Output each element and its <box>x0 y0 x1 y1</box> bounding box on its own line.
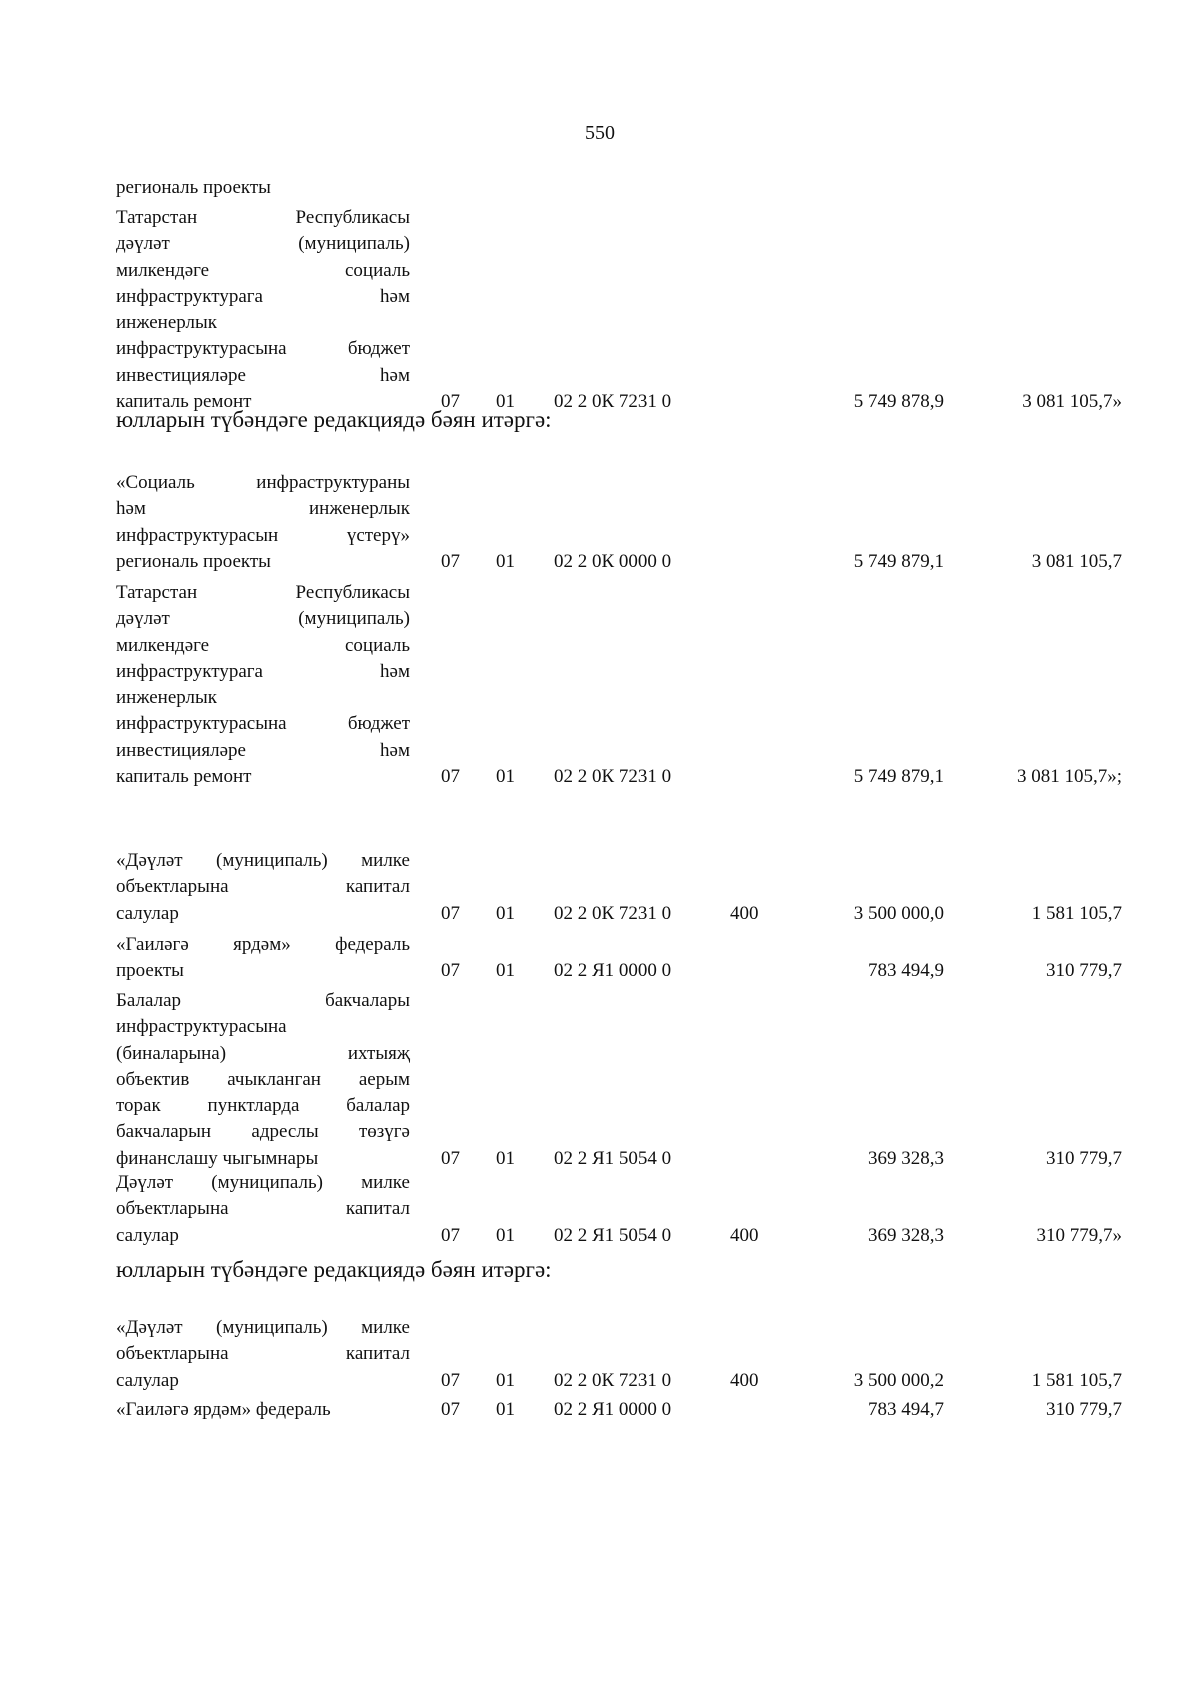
row-name-line: инфраструктурасына бюджет <box>116 338 410 360</box>
expense-type-code: 400 <box>730 1224 759 1246</box>
amount-year-2: 3 081 105,7»; <box>1016 766 1122 788</box>
row-name-line: инженерлык <box>116 687 217 709</box>
row-name-line: инфраструктурасын үстерү» <box>116 524 410 546</box>
row-name-line: Балалар бакчалары <box>116 990 410 1011</box>
page-number: 550 <box>585 122 615 144</box>
amendment-statement: юлларын түбәндәге редакциядә бәян итәргә: <box>116 407 552 432</box>
row-name <box>116 848 410 927</box>
section-code: 07 <box>441 766 460 788</box>
row-name <box>116 1397 410 1423</box>
amount-year-1: 783 494,7 <box>868 1399 944 1420</box>
amount-year-1: 5 749 878,9 <box>853 391 944 413</box>
row-name-line: проекты <box>116 960 184 982</box>
row-name-line: «Дәүләт (муниципаль) милке <box>116 850 410 871</box>
amount-year-1: 3 500 000,0 <box>853 902 944 924</box>
row-name-line: салулар <box>116 1369 179 1391</box>
amount-year-1: 5 749 879,1 <box>853 766 944 788</box>
row-name <box>116 1315 410 1394</box>
expense-type-code: 400 <box>730 902 759 924</box>
subsection-code: 01 <box>496 550 515 572</box>
row-name-line: инфраструктурасына <box>116 1016 287 1038</box>
subsection-code: 01 <box>496 902 515 924</box>
row-name-line: инфраструктурага һәм <box>116 285 410 307</box>
row-name-line: Татарстан Республикасы <box>116 582 410 603</box>
row-name-line: объектларына капитал <box>116 876 410 898</box>
row-name-line: (биналарына) ихтыяҗ <box>116 1042 410 1064</box>
amount-year-1: 3 500 000,2 <box>853 1369 944 1391</box>
row-name-line: капиталь ремонт <box>116 391 252 413</box>
row-name-line: инвестицияләре һәм <box>116 364 410 386</box>
target-item-code: 02 2 Я1 5054 0 <box>554 1147 672 1169</box>
subsection-code: 01 <box>496 391 515 413</box>
row-name-line: бакчаларын адреслы төзүгә <box>116 1121 410 1143</box>
amount-year-2: 310 779,7» <box>1036 1224 1122 1246</box>
target-item-code: 02 2 Я1 0000 0 <box>554 960 672 982</box>
target-item-code: 02 2 0К 7231 0 <box>554 902 672 924</box>
target-item-code: 02 2 0К 7231 0 <box>554 391 672 413</box>
row-name-line: дәүләт (муниципаль) <box>116 608 410 630</box>
section-code: 07 <box>441 960 460 982</box>
row-name-line: капиталь ремонт <box>116 766 252 788</box>
target-item-code: 02 2 Я1 5054 0 <box>554 1224 672 1246</box>
row-name-line: объектларына капитал <box>116 1343 410 1365</box>
section-code: 07 <box>441 1224 460 1246</box>
row-name-line: Татарстан Республикасы <box>116 207 410 228</box>
target-item-code: 02 2 0К 7231 0 <box>554 766 672 788</box>
row-name-line: салулар <box>116 902 179 924</box>
section-code: 07 <box>441 1369 460 1391</box>
row-name-line: дәүләт (муниципаль) <box>116 233 410 255</box>
amount-year-2: 310 779,7 <box>1046 1399 1122 1420</box>
subsection-code: 01 <box>496 1147 515 1169</box>
row-name-line: Дәүләт (муниципаль) милке <box>116 1172 410 1193</box>
row-name-line: милкендәге социаль <box>116 634 410 656</box>
amount-year-2: 1 581 105,7 <box>1031 902 1122 924</box>
subsection-code: 01 <box>496 1369 515 1391</box>
row-name-line: милкендәге социаль <box>116 259 410 281</box>
row-name-line: «Гаиләгә ярдәм» федераль <box>116 1399 331 1420</box>
target-item-code: 02 2 Я1 0000 0 <box>554 1399 672 1420</box>
amendment-statement: юлларын түбәндәге редакциядә бәян итәргә: <box>116 1257 552 1282</box>
amount-year-1: 369 328,3 <box>868 1224 944 1246</box>
row-name <box>116 932 410 985</box>
amount-year-2: 1 581 105,7 <box>1031 1369 1122 1391</box>
row-name <box>116 1170 410 1249</box>
target-item-code: 02 2 0К 0000 0 <box>554 550 672 572</box>
row-name-line: «Гаиләгә ярдәм» федераль <box>116 934 410 955</box>
row-name <box>116 580 410 790</box>
subsection-code: 01 <box>496 1224 515 1246</box>
row-name-line: инфраструктурасына бюджет <box>116 713 410 735</box>
section-code: 07 <box>441 550 460 572</box>
subsection-code: 01 <box>496 960 515 982</box>
section-code: 07 <box>441 391 460 413</box>
row-name <box>116 988 410 1172</box>
target-item-code: 02 2 0К 7231 0 <box>554 1369 672 1391</box>
row-name-line: объектларына капитал <box>116 1198 410 1220</box>
subsection-code: 01 <box>496 1399 515 1420</box>
section-code: 07 <box>441 1399 460 1420</box>
expense-type-code: 400 <box>730 1369 759 1391</box>
section-code: 07 <box>441 902 460 924</box>
section-code: 07 <box>441 1147 460 1169</box>
row-name-line: инженерлык <box>116 312 217 334</box>
amount-year-1: 783 494,9 <box>868 960 944 982</box>
amount-year-1: 5 749 879,1 <box>853 550 944 572</box>
row-name <box>116 175 410 201</box>
row-name-line: «Социаль инфраструктураны <box>116 472 410 493</box>
amount-year-2: 3 081 105,7 <box>1031 550 1122 572</box>
row-name-line: «Дәүләт (муниципаль) милке <box>116 1317 410 1338</box>
row-name-line: финанслашу чыгымнары <box>116 1147 319 1169</box>
amount-year-2: 3 081 105,7» <box>1022 391 1122 413</box>
row-name <box>116 470 410 575</box>
row-name-line: региональ проекты <box>116 177 271 198</box>
row-name-line: региональ проекты <box>116 550 271 572</box>
subsection-code: 01 <box>496 766 515 788</box>
row-name-line: объектив ачыкланган аерым <box>116 1068 410 1090</box>
amount-year-2: 310 779,7 <box>1046 960 1122 982</box>
row-name-line: инвестицияләре һәм <box>116 739 410 761</box>
amount-year-1: 369 328,3 <box>868 1147 944 1169</box>
amount-year-2: 310 779,7 <box>1046 1147 1122 1169</box>
row-name-line: һәм инженерлык <box>116 498 410 520</box>
row-name <box>116 205 410 415</box>
row-name-line: торак пунктларда балалар <box>116 1095 410 1117</box>
row-name-line: салулар <box>116 1224 179 1246</box>
row-name-line: инфраструктурага һәм <box>116 660 410 682</box>
